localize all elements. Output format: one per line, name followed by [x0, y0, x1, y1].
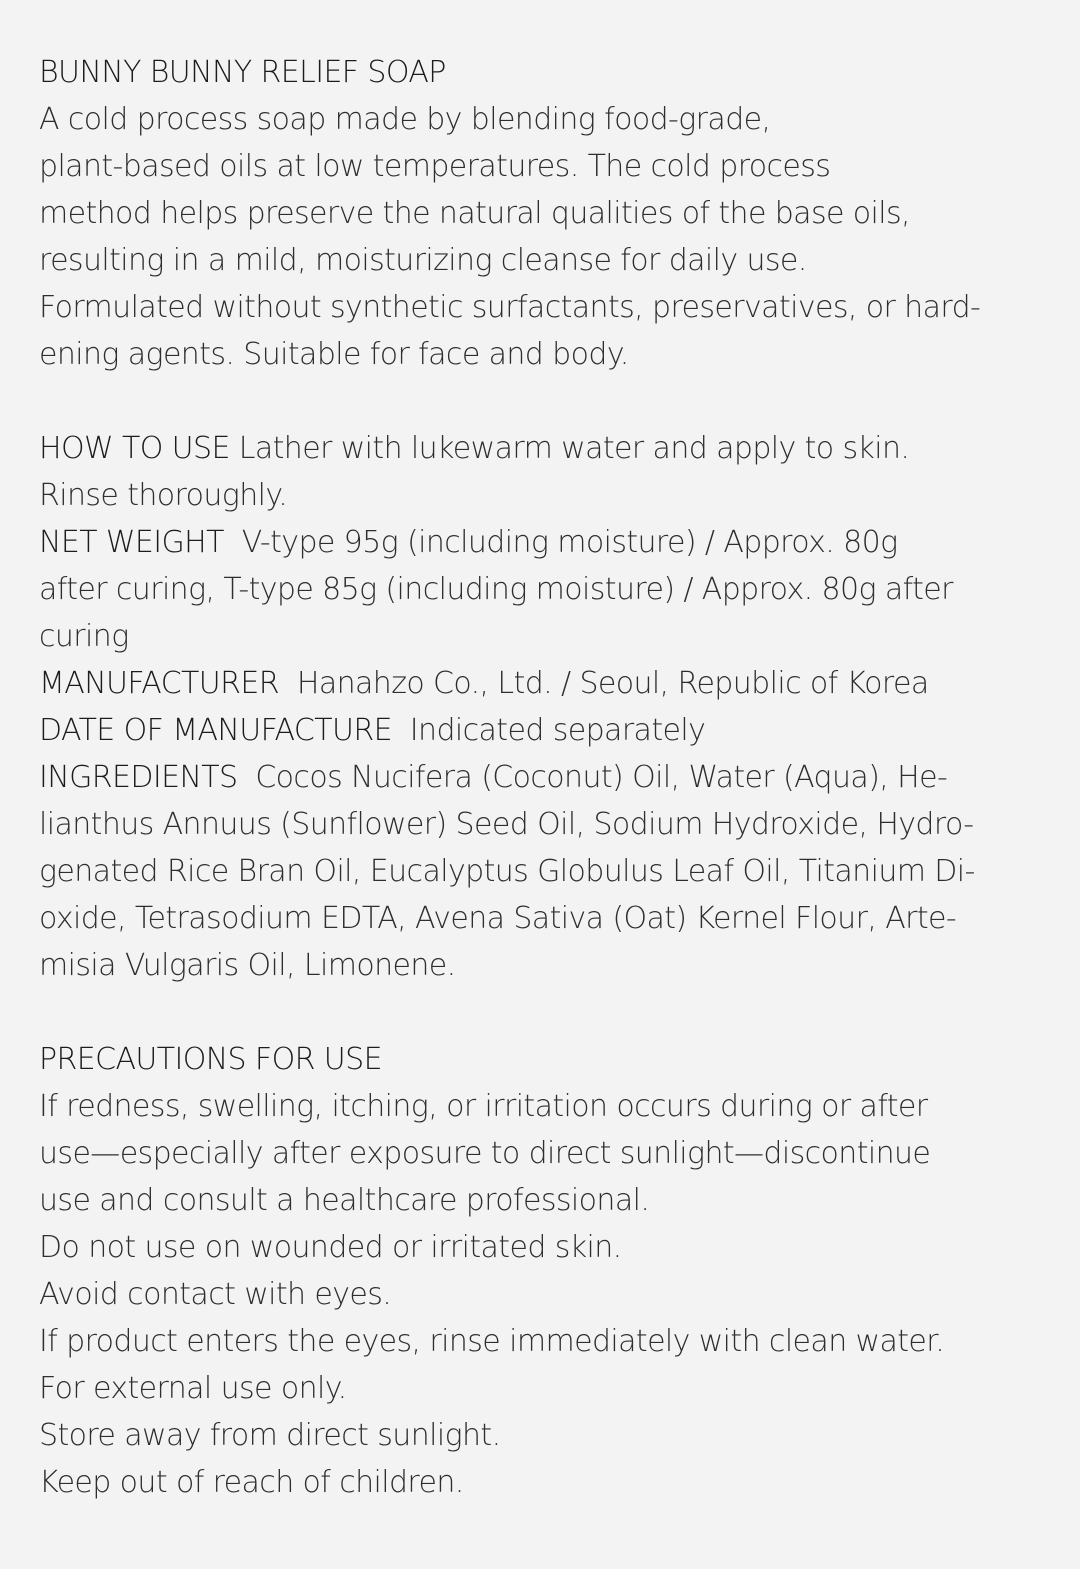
net-weight-text: V-type 95g (including moisture) / Approx. 80g — [223, 525, 898, 560]
net-weight-label: NET WEIGHT — [39, 525, 224, 560]
net-weight-text-cont: curing — [39, 619, 129, 654]
product-title: BUNNY BUNNY RELIEF SOAP — [39, 55, 446, 90]
date-of-manufacture-value: Indicated separately — [391, 713, 706, 748]
section-spacer — [39, 378, 1080, 425]
ingredients-text-cont: genated Rice Bran Oil, Eucalyptus Globulus Leaf Oil, Titanium Di- — [39, 854, 975, 889]
precaution-line: Avoid contact with eyes. — [39, 1277, 392, 1312]
description-line: plant-based oils at low temperatures. The cold process — [39, 149, 831, 184]
ingredients-section — [39, 754, 1080, 989]
date-of-manufacture-label: DATE OF MANUFACTURE — [39, 713, 392, 748]
date-of-manufacture-section — [39, 707, 1080, 754]
ingredients-text: Cocos Nucifera (Coconut) Oil, Water (Aqua), He- — [237, 760, 948, 795]
ingredients-text-cont: oxide, Tetrasodium EDTA, Avena Sativa (Oat) Kernel Flour, Arte- — [39, 901, 957, 936]
description-line: Formulated without synthetic surfactants, preservatives, or hard- — [39, 290, 981, 325]
precaution-line: Keep out of reach of children. — [39, 1465, 464, 1500]
precautions-section — [39, 1036, 1080, 1506]
net-weight-text-cont: after curing, T-type 85g (including moisture) / Approx. 80g after — [39, 572, 953, 607]
manufacturer-section — [39, 660, 1080, 707]
section-spacer — [39, 989, 1080, 1036]
description-line: A cold process soap made by blending food-grade, — [39, 102, 771, 137]
how-to-use-label: HOW TO USE — [39, 431, 230, 466]
description-line: method helps preserve the natural qualities of the base oils, — [39, 196, 910, 231]
precaution-line: If product enters the eyes, rinse immediately with clean water. — [39, 1324, 945, 1359]
precaution-line: Do not use on wounded or irritated skin. — [39, 1230, 622, 1265]
ingredients-text-cont: lianthus Annuus (Sunflower) Seed Oil, Sodium Hydroxide, Hydro- — [39, 807, 974, 842]
net-weight-section — [39, 519, 1080, 660]
ingredients-text-cont: misia Vulgaris Oil, Limonene. — [39, 948, 456, 983]
description-line: ening agents. Suitable for face and body. — [39, 337, 629, 372]
precaution-line: For external use only. — [39, 1371, 347, 1406]
how-to-use-section — [39, 425, 1080, 519]
ingredients-label: INGREDIENTS — [39, 760, 238, 795]
how-to-use-text-cont: Rinse thoroughly. — [39, 478, 288, 513]
precautions-heading: PRECAUTIONS FOR USE — [39, 1042, 382, 1077]
precaution-line: If redness, swelling, itching, or irritation occurs during or after — [39, 1089, 928, 1124]
manufacturer-label: MANUFACTURER — [39, 666, 279, 701]
product-description — [39, 96, 1080, 378]
description-line: resulting in a mild, moisturizing cleanse for daily use. — [39, 243, 807, 278]
how-to-use-text: Lather with lukewarm water and apply to skin. — [229, 431, 910, 466]
precaution-line: use and consult a healthcare professional. — [39, 1183, 650, 1218]
precaution-line: use—especially after exposure to direct sunlight—discontinue — [39, 1136, 931, 1171]
precaution-line: Store away from direct sunlight. — [39, 1418, 501, 1453]
manufacturer-value: Hanahzo Co., Ltd. / Seoul, Republic of Korea — [278, 666, 929, 701]
